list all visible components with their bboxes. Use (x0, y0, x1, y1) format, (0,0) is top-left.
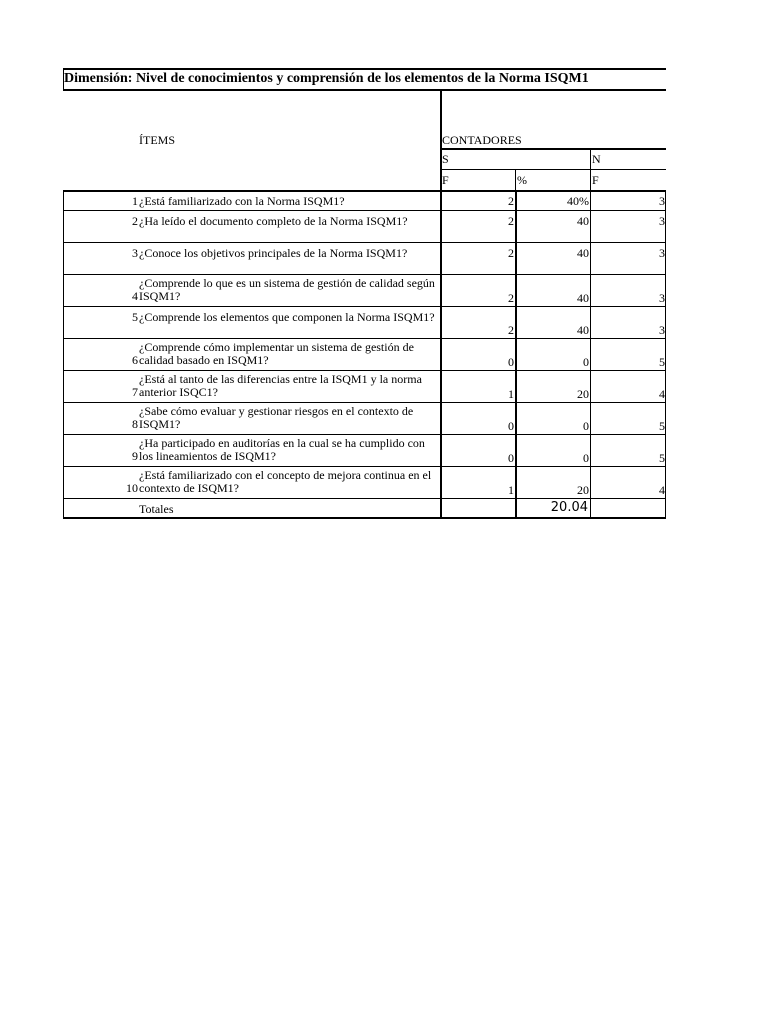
s-header: S (442, 152, 449, 166)
item-question: ¿Comprende los elementos que componen la Norma ISQM1? (139, 310, 435, 324)
s-frequency-value: 0 (508, 451, 514, 465)
n-frequency-value: 4 (659, 483, 665, 497)
s-frequency-value: 2 (508, 291, 514, 305)
item-question: ¿Está familiarizado con el concepto de mejora continua en el contexto de ISQM1? (139, 468, 432, 495)
s-percent-value: 40 (577, 291, 589, 305)
item-question: ¿Comprende lo que es un sistema de gestión de calidad según ISQM1? (139, 276, 435, 303)
n-frequency-value: 3 (659, 323, 665, 337)
s-frequency-value: 2 (508, 214, 514, 228)
totals-label: Totales (139, 502, 174, 516)
item-number: 5 (132, 310, 138, 324)
s-percent-value: 40 (577, 246, 589, 260)
item-question: ¿Ha leído el documento completo de la Norma ISQM1? (139, 214, 408, 228)
s-percent-value: 20 (577, 483, 589, 497)
s-frequency-value: 2 (508, 246, 514, 260)
item-question: ¿Está al tanto de las diferencias entre la ISQM1 y la norma anterior ISQC1? (139, 372, 422, 399)
item-number: 1 (132, 194, 138, 208)
grid-line (63, 338, 666, 339)
n-frequency-header: F (592, 173, 599, 187)
item-number: 7 (132, 385, 138, 399)
n-frequency-value: 5 (659, 451, 665, 465)
s-percent-value: 40 (577, 214, 589, 228)
grid-line (63, 210, 666, 211)
s-percent-value: 20 (577, 387, 589, 401)
grid-line (440, 91, 442, 191)
grid-line (63, 466, 666, 467)
n-frequency-value: 3 (659, 291, 665, 305)
title-bottom-border (63, 89, 666, 91)
s-frequency-value: 2 (508, 323, 514, 337)
s-percent-header: % (517, 173, 527, 187)
grid-line (590, 190, 591, 519)
s-percent-value: 0 (583, 419, 589, 433)
s-frequency-value: 1 (508, 483, 514, 497)
s-frequency-value: 1 (508, 387, 514, 401)
item-question: ¿Está familiarizado con la Norma ISQM1? (139, 194, 345, 208)
s-percent-value: 0 (583, 355, 589, 369)
grid-line (63, 68, 64, 91)
n-header: N (592, 152, 601, 166)
s-frequency-value: 0 (508, 419, 514, 433)
grid-line (665, 190, 666, 519)
item-number: 6 (132, 353, 138, 367)
item-number: 9 (132, 449, 138, 463)
grid-line (63, 517, 666, 519)
s-frequency-value: 2 (508, 194, 514, 208)
grid-line (63, 242, 666, 243)
totals-value: 20.04 (550, 500, 588, 515)
s-percent-value: 40 (577, 323, 589, 337)
grid-line (440, 190, 442, 519)
grid-line (440, 148, 666, 150)
grid-line (515, 170, 516, 191)
grid-line (440, 169, 666, 170)
item-question: ¿Comprende cómo implementar un sistema de gestión de calidad basado en ISQM1? (139, 340, 414, 367)
n-frequency-value: 5 (659, 419, 665, 433)
grid-line (63, 190, 64, 519)
table-top-border (63, 190, 666, 192)
item-number: 10 (126, 481, 138, 495)
s-frequency-header: F (442, 173, 449, 187)
grid-line (63, 274, 666, 275)
n-frequency-value: 3 (659, 194, 665, 208)
grid-line (63, 306, 666, 307)
item-number: 8 (132, 417, 138, 431)
item-question: ¿Ha participado en auditorías en la cual se ha cumplido con los lineamientos de ISQM1? (139, 436, 425, 463)
s-percent-value: 40% (567, 194, 589, 208)
grid-line (63, 434, 666, 435)
grid-line (63, 370, 666, 371)
n-frequency-value: 3 (659, 246, 665, 260)
n-frequency-value: 4 (659, 387, 665, 401)
item-question: ¿Sabe cómo evaluar y gestionar riesgos en el contexto de ISQM1? (139, 404, 414, 431)
n-frequency-value: 5 (659, 355, 665, 369)
contadores-header: CONTADORES (442, 133, 522, 147)
page-title: Dimensión: Nivel de conocimientos y comprensión de los elementos de la Norma ISQM1 (64, 71, 589, 86)
grid-line (590, 149, 591, 191)
grid-line (63, 402, 666, 403)
title-top-border (63, 68, 666, 70)
item-number: 4 (132, 289, 138, 303)
grid-line (515, 190, 517, 519)
n-frequency-value: 3 (659, 214, 665, 228)
s-percent-value: 0 (583, 451, 589, 465)
item-number: 2 (132, 214, 138, 228)
grid-line (63, 498, 666, 499)
item-number: 3 (132, 246, 138, 260)
s-frequency-value: 0 (508, 355, 514, 369)
item-question: ¿Conoce los objetivos principales de la Norma ISQM1? (139, 246, 408, 260)
items-header: ÍTEMS (139, 133, 175, 147)
